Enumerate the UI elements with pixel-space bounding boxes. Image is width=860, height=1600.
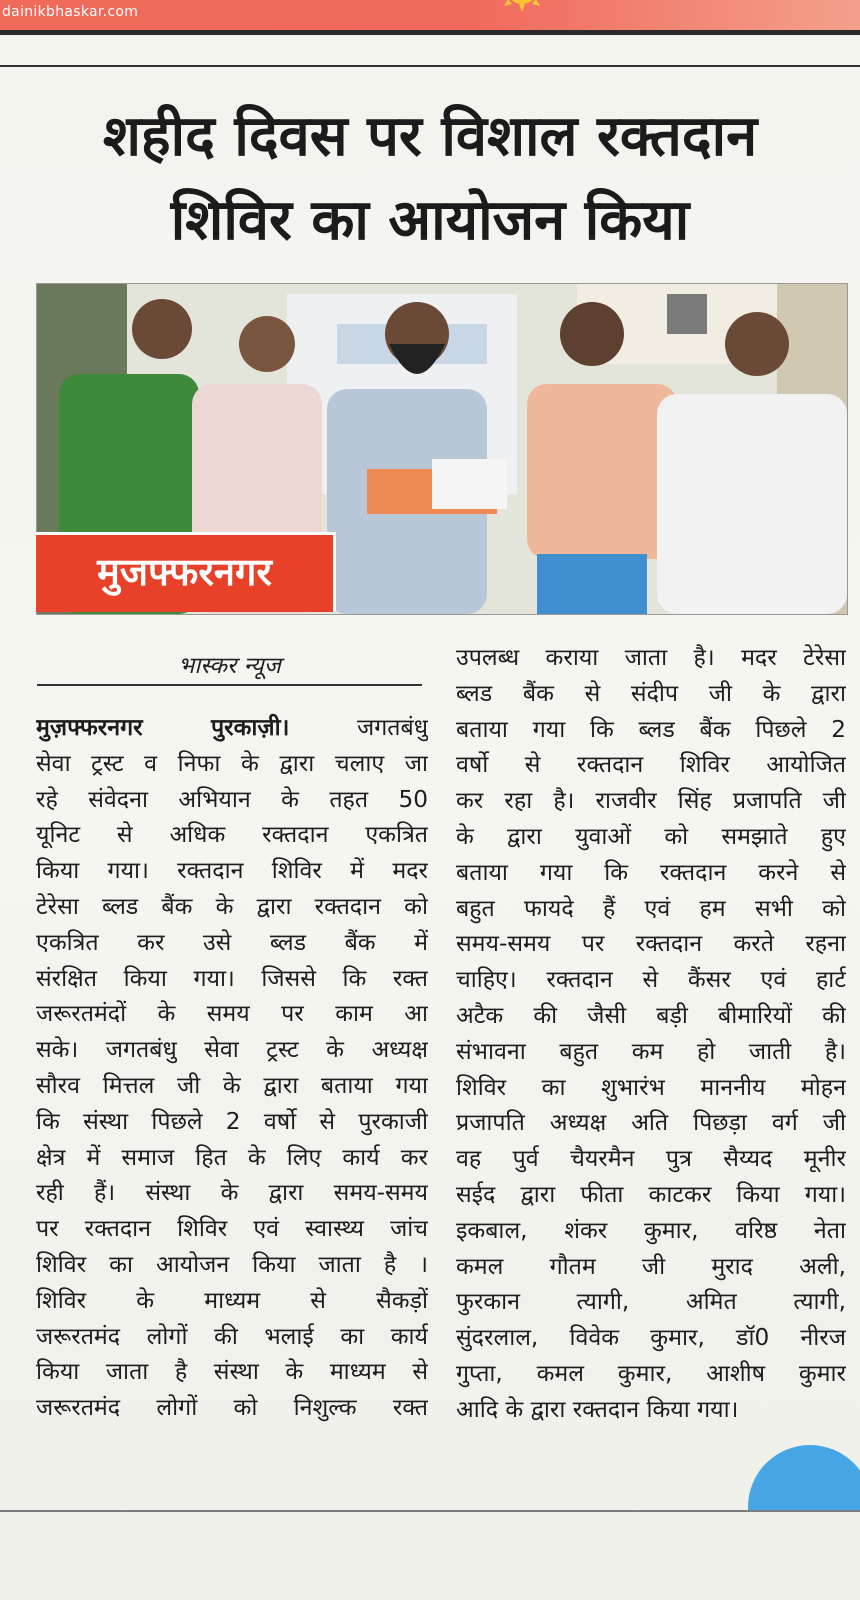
text-line: के द्वारा युवाओं को समझाते हुए bbox=[456, 822, 846, 850]
text-line: बहुत फायदे हैं एवं हम सभी को bbox=[456, 894, 846, 922]
text-line: ब्लड बैंक से संदीप जी के द्वारा bbox=[456, 679, 846, 707]
text-line: प्रजापति अध्यक्ष अति पिछड़ा वर्ग जी bbox=[456, 1109, 846, 1137]
masthead-strip bbox=[0, 0, 860, 30]
text-line: उपलब्ध कराया जाता है। मदर टेरेसा bbox=[456, 644, 846, 671]
text-line: गुप्ता, कमल कुमार, आशीष कुमार bbox=[456, 1359, 846, 1387]
text-line: क्षेत्र में समाज हित के लिए कार्य कर bbox=[36, 1143, 428, 1171]
text-line: चाहिए। रक्तदान से कैंसर एवं हार्ट bbox=[456, 966, 846, 994]
text-line: कि संस्था पिछले 2 वर्षो से पुरकाजी bbox=[36, 1107, 428, 1135]
text-line: सुंदरलाल, विवेक कुमार, डॉ0 नीरज bbox=[456, 1324, 846, 1352]
text-line: संरक्षित किया गया। जिससे कि रक्त bbox=[36, 964, 428, 992]
headline bbox=[20, 95, 840, 263]
text-line: रहे संवेदना अभियान के तहत 50 bbox=[36, 785, 428, 813]
text-fragment: जगतबंधु bbox=[357, 714, 428, 741]
text-line: पर रक्तदान शिविर एवं स्वास्थ्य जांच bbox=[36, 1215, 428, 1243]
text-line: बताया गया कि रक्तदान करने से bbox=[456, 858, 846, 886]
bottom-rule bbox=[0, 1510, 860, 1512]
page-rule bbox=[0, 65, 860, 67]
text-line: वह पुर्व चैयरमैन पुत्र सैय्यद मूनीर bbox=[456, 1145, 846, 1173]
text-line: सईद द्वारा फीता काटकर किया गया। bbox=[456, 1180, 846, 1208]
text-line: कमल गौतम जी मुराद अली, bbox=[456, 1252, 846, 1280]
text-line: शिविर का आयोजन किया जाता है । bbox=[36, 1250, 428, 1278]
text-line: टेरेसा ब्लड बैंक के द्वारा रक्तदान को bbox=[36, 892, 428, 920]
dateline: मुज़फ्फरनगर पुरकाज़ी। bbox=[36, 714, 290, 741]
text-line: फुरकान त्यागी, अमित त्यागी, bbox=[456, 1288, 846, 1316]
text-line: रही हैं। संस्था के द्वारा समय-समय bbox=[36, 1179, 428, 1207]
text-line: एकत्रित कर उसे ब्लड बैंक में bbox=[36, 928, 428, 956]
byline-rule bbox=[37, 684, 422, 686]
text-line: कर रहा है। राजवीर सिंह प्रजापति जी bbox=[456, 787, 846, 815]
text-line: समय-समय पर रक्तदान करते रहना bbox=[456, 930, 846, 958]
text-line: सौरव मित्तल जी के द्वारा बताया गया bbox=[36, 1071, 428, 1099]
text-line: बताया गया कि ब्लड बैंक पिछले 2 bbox=[456, 715, 846, 743]
text-line: सेवा ट्रस्ट व निफा के द्वारा चलाए जा bbox=[36, 749, 428, 777]
article-column-2 bbox=[456, 640, 846, 1428]
site-name: dainikbhaskar.com bbox=[2, 4, 139, 20]
place-tag: मुजफ्फरनगर bbox=[36, 532, 336, 612]
text-line: इकबाल, शंकर कुमार, वरिष्ठ नेता bbox=[456, 1216, 846, 1244]
headline-line-2: शिविर का आयोजन किया bbox=[170, 188, 690, 253]
text-line: संभावना बहुत कम हो जाती है। bbox=[456, 1037, 846, 1065]
text-line: वर्षो से रक्तदान शिविर आयोजित bbox=[456, 751, 846, 779]
text-line: किया गया। रक्तदान शिविर में मदर bbox=[36, 857, 428, 885]
byline: भास्कर न्यूज bbox=[178, 653, 281, 679]
text-line: सके। जगतबंधु सेवा ट्रस्ट के अध्यक्ष bbox=[36, 1036, 428, 1064]
text-line: किया जाता है संस्था के माध्यम से bbox=[36, 1358, 428, 1386]
article-column-1 bbox=[36, 710, 428, 1426]
text-line: अटैक की जैसी बड़ी बीमारियों की bbox=[456, 1001, 846, 1029]
text-line: आदि के द्वारा रक्तदान किया गया। bbox=[456, 1395, 739, 1423]
text-line: शिविर के माध्यम से सैकड़ों bbox=[36, 1286, 428, 1314]
text-line: यूनिट से अधिक रक्तदान एकत्रित bbox=[36, 821, 428, 849]
corner-decoration-icon bbox=[720, 1432, 860, 1512]
sun-logo-icon bbox=[490, 0, 554, 22]
text-line: जरूरतमंद लोगों की भलाई का कार्य bbox=[36, 1322, 428, 1350]
text-line bbox=[36, 710, 428, 746]
headline-line-1: शहीद दिवस पर विशाल रक्तदान bbox=[102, 104, 758, 169]
text-line: शिविर का शुभारंभ माननीय मोहन bbox=[456, 1073, 846, 1101]
text-line: जरूरतमंदों के समय पर काम आ bbox=[36, 1000, 428, 1028]
text-line: जरूरतमंद लोगों को निशुल्क रक्त bbox=[36, 1394, 428, 1422]
